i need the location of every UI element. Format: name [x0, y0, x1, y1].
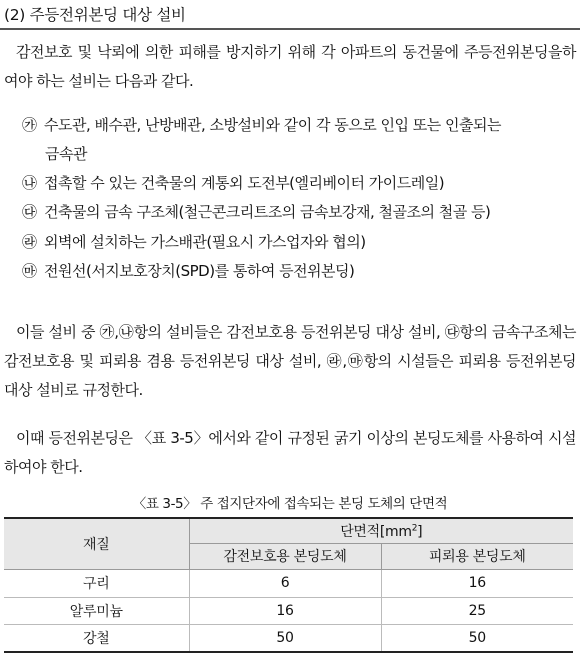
heading-divider — [0, 28, 580, 30]
cell-lightning: 25 — [381, 597, 573, 624]
list-item-da — [22, 198, 490, 227]
list-item-text: 전원선(서지보호장치(SPD)를 통하여 등전위본딩) — [44, 262, 355, 280]
list-item-ra — [22, 228, 366, 257]
list-marker: ㉱ — [22, 233, 37, 251]
list-item-ga — [22, 111, 501, 140]
cell-lightning: 16 — [381, 569, 573, 597]
list-item-ma — [22, 257, 354, 286]
bonding-conductor-table — [4, 517, 573, 653]
list-item-na — [22, 169, 444, 198]
list-item-ga-continued: 금속관 — [45, 145, 87, 163]
header-shock-protection: 감전보호용 본딩도체 — [189, 543, 381, 569]
list-marker: ㉮ — [22, 116, 37, 134]
header-cross-section: 단면적$[mm^2]$ — [189, 518, 573, 543]
cell-material: 강철 — [4, 624, 189, 652]
table-row — [4, 569, 573, 597]
cell-shock: 6 — [189, 569, 381, 597]
header-lightning-protection: 피뢰용 본딩도체 — [381, 543, 573, 569]
cell-shock: 16 — [189, 597, 381, 624]
list-item-text: 건축물의 금속 구조체(철근콘크리트조의 금속보강재, 철골조의 철골 등) — [44, 203, 491, 221]
bonding-paragraph: 이때 등전위본딩은 〈표 3-5〉에서와 같이 규정된 굵기 이상의 본딩도체를 사용하여 시설하여야 한다. — [4, 429, 576, 476]
list-item-text: 수도관, 배수관, 난방배관, 소방설비와 같이 각 동으로 인입 또는 인출되는 — [44, 116, 501, 134]
list-marker: ㉲ — [22, 262, 37, 280]
classification-paragraph: 이들 설비 중 ㉮,㉯항의 설비들은 감전보호용 등전위본딩 대상 설비, ㉰항의 금속구조체는 감전보호용 및 피뢰용 겸용 등전위본딩 대상 설비, ㉱,㉲항의 시설들은 피뢰용 등전위본딩 대상 설비로 규정한다. — [4, 323, 576, 399]
cell-material: 구리 — [4, 569, 189, 597]
section-heading: (2) 주등전위본딩 대상 설비 — [4, 6, 186, 24]
cell-shock: 50 — [189, 624, 381, 652]
list-marker: ㉰ — [22, 203, 37, 221]
table-caption: 〈표 3-5〉 주 접지단자에 접속되는 본딩 도체의 단면적 — [132, 496, 448, 512]
table-row — [4, 624, 573, 652]
intro-paragraph: 감전보호 및 낙뢰에 의한 피해를 방지하기 위해 각 아파트의 동건물에 주등전위본딩을하여야 하는 설비는 다음과 같다. — [4, 43, 576, 90]
header-material: 재질 — [4, 518, 189, 569]
cell-lightning: 50 — [381, 624, 573, 652]
table-row — [4, 597, 573, 624]
cell-material: 알루미늄 — [4, 597, 189, 624]
list-item-text: 외벽에 설치하는 가스배관(필요시 가스업자와 협의) — [44, 233, 366, 251]
list-marker: ㉯ — [22, 174, 37, 192]
list-item-text: 접촉할 수 있는 건축물의 계통외 도전부(엘리베이터 가이드레일) — [44, 174, 445, 192]
